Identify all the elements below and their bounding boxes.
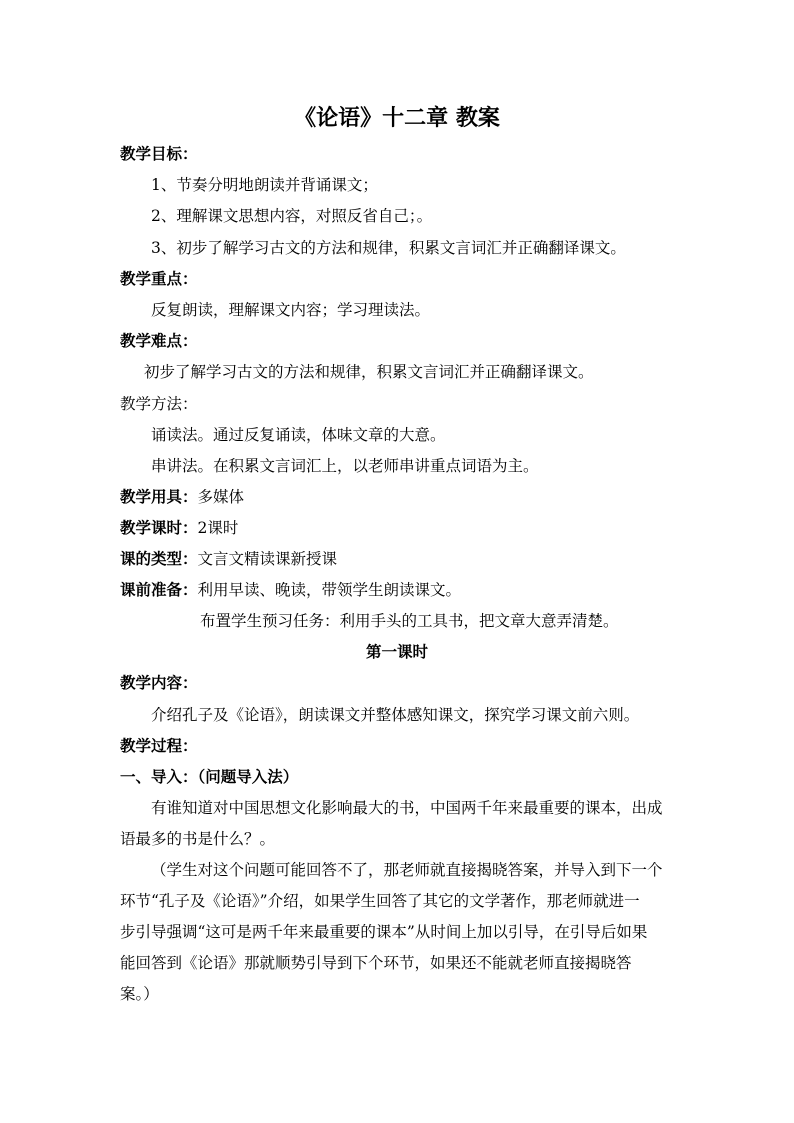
intro-note-line: 案。）	[120, 985, 159, 1003]
tools-row	[120, 487, 244, 507]
method-item: 串讲法。在积累文言词汇上，以老师串讲重点词语为主。	[151, 457, 539, 475]
intro-note-line: 环节“孔子及《论语》”介绍，如果学生回答了其它的文学著作，那老师就进一	[120, 892, 640, 910]
lesson-1-title: 第一课时	[365, 642, 428, 661]
prep-line-2: 布置学生预习任务：利用手头的工具书，把文章大意弄清楚。	[200, 612, 619, 630]
intro-note-line: 步引导强调“这可是两千年来最重要的课本”从时间上加以引导，在引导后如果	[120, 923, 648, 941]
goal-item: 1、节奏分明地朗读并背诵课文；	[151, 176, 378, 194]
goals-heading: 教学目标：	[120, 144, 198, 163]
key-points-text: 反复朗读，理解课文内容；学习理读法。	[151, 301, 431, 319]
tools-value: 多媒体	[197, 488, 245, 506]
key-points-heading: 教学重点：	[120, 269, 198, 288]
intro-question-line: 语最多的书是什么？。	[120, 830, 276, 848]
methods-heading: 教学方法：	[120, 395, 198, 413]
hours-row	[120, 518, 238, 538]
intro-heading: 一、导入：（问题导入法）	[120, 767, 299, 786]
goal-item: 3、初步了解学习古文的方法和规律，积累文言词汇并正确翻译课文。	[151, 239, 626, 257]
process-heading: 教学过程：	[120, 736, 198, 755]
difficulties-heading: 教学难点：	[120, 331, 198, 350]
hours-value: 2课时	[197, 519, 239, 537]
intro-question-line: 有谁知道对中国思想文化影响最大的书，中国两千年来最重要的课本，出成	[151, 799, 663, 817]
intro-note-line: （学生对这个问题可能回答不了，那老师就直接揭晓答案，并导入到下一个	[151, 861, 663, 879]
difficulties-text: 初步了解学习古文的方法和规律，积累文言词汇并正确翻译课文。	[144, 363, 594, 381]
intro-note-line: 能回答到《论语》那就顺势引导到下个环节，如果还不能就老师直接揭晓答	[120, 954, 632, 972]
prep-row	[120, 580, 461, 600]
hours-label: 教学课时：	[120, 518, 198, 537]
document-title: 《论语》十二章 教案	[294, 105, 500, 131]
type-label: 课的类型：	[120, 549, 198, 568]
method-item: 诵读法。通过反复诵读，体味文章的大意。	[151, 426, 446, 444]
content-heading: 教学内容：	[120, 673, 198, 692]
prep-value: 利用早读、晚读，带领学生朗读课文。	[197, 581, 462, 599]
type-value: 文言文精读课新授课	[197, 550, 338, 568]
goal-item: 2、理解课文思想内容，对照反省自己；。	[151, 207, 433, 225]
content-text: 介绍孔子及《论语》，朗读课文并整体感知课文，探究学习课文前六则。	[151, 706, 640, 724]
type-row	[120, 549, 337, 569]
prep-label: 课前准备：	[120, 580, 198, 599]
tools-label: 教学用具：	[120, 487, 198, 506]
